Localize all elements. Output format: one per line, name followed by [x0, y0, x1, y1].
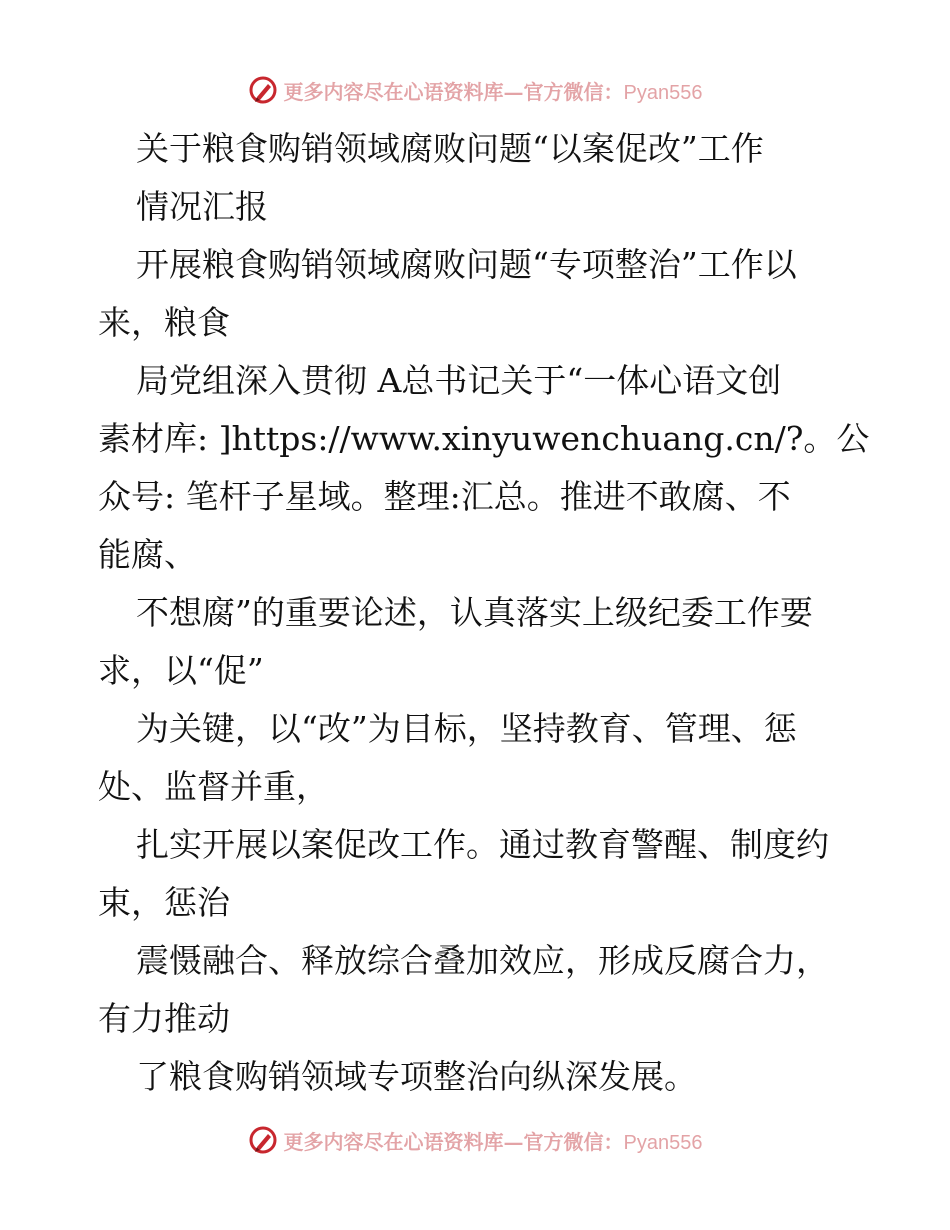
footer-banner [0, 1120, 950, 1160]
paragraph-line: 了粮食购销领域专项整治向纵深发展。 [136, 1057, 697, 1096]
paragraph-line: 有力推动 [98, 999, 230, 1038]
paragraph-line: 众号: 笔杆子星域。整理:汇总。推进不敢腐、不 [98, 477, 791, 516]
paragraph-line: 震慑融合、释放综合叠加效应，形成反腐合力， [136, 941, 829, 980]
paragraph-line: 为关键，以“改”为目标，坚持教育、管理、惩 [136, 709, 797, 748]
document-title-line: 关于粮食购销领域腐败问题“以案促改”工作 [136, 129, 764, 168]
paragraph-line: 局党组深入贯彻 A总书记关于“一体心语文创 [136, 361, 782, 400]
document-body [98, 120, 870, 1106]
pen-logo-icon [248, 75, 278, 105]
paragraph-line: 素材库: ]https://www.xinyuwenchuang.cn/?。公 [98, 419, 870, 458]
paragraph-line: 束，惩治 [98, 883, 230, 922]
pen-logo-icon [248, 1125, 278, 1155]
paragraph-line: 求，以“促” [98, 651, 264, 690]
paragraph-line: 扎实开展以案促改工作。通过教育警醒、制度约 [136, 825, 829, 864]
document-title-line: 情况汇报 [136, 187, 268, 226]
paragraph-line: 能腐、 [98, 535, 197, 574]
paragraph-line: 不想腐”的重要论述，认真落实上级纪委工作要 [136, 593, 813, 632]
paragraph-line: 处、监督并重， [98, 767, 329, 806]
header-banner [0, 70, 950, 110]
paragraph-line: 来，粮食 [98, 303, 230, 342]
paragraph-line: 开展粮食购销领域腐败问题“专项整治”工作以 [136, 245, 797, 284]
footer-banner-text: 更多内容尽在心语资料库—官方微信：Pyan556 [283, 1129, 703, 1154]
header-banner-text: 更多内容尽在心语资料库—官方微信：Pyan556 [283, 79, 703, 104]
